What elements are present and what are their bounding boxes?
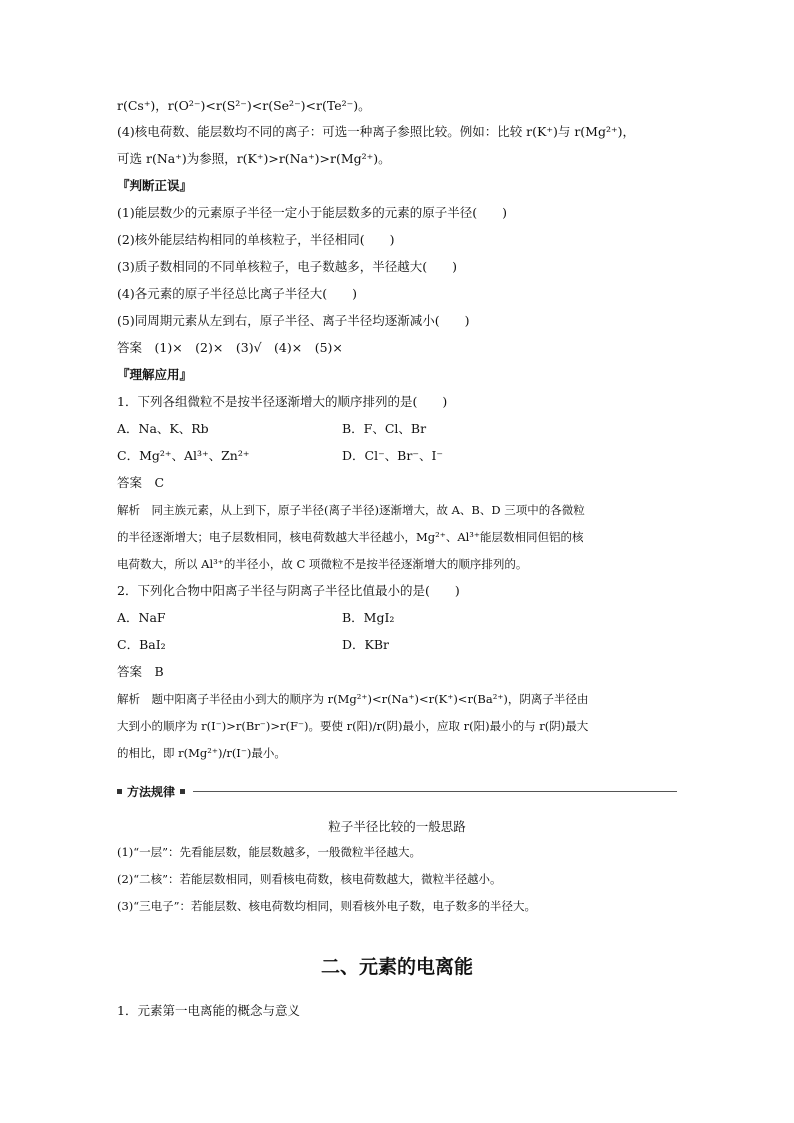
explanation-line: 解析 同主族元素，从上到下，原子半径(离子半径)逐渐增大，故 A、B、D 三项中的各微粒 <box>117 503 585 517</box>
option-c: C．Mg²⁺、Al³⁺、Zn²⁺ <box>117 448 250 463</box>
method-title: 粒子半径比较的一般思路 <box>328 819 466 834</box>
judge-item: (2)核外能层结构相同的单核粒子，半径相同( ) <box>117 232 395 247</box>
subsection-heading: 1．元素第一电离能的概念与意义 <box>117 1003 300 1018</box>
text-line: (4)核电荷数、能层数均不同的离子：可选一种离子参照比较。例如：比较 r(K⁺)与 r(Mg²⁺)， <box>117 124 635 139</box>
judge-item: (5)同周期元素从左到右，原子半径、离子半径均逐渐减小( ) <box>117 313 470 328</box>
option-b: B．F、Cl、Br <box>342 421 427 436</box>
answer: 答案 B <box>117 664 164 679</box>
method-item: (1)“一层”：先看能层数，能层数越多，一般微粒半径越大。 <box>117 845 422 859</box>
method-label-text: 方法规律 <box>127 785 176 799</box>
option-c: C．BaI₂ <box>117 637 166 652</box>
explanation-line: 大到小的顺序为 r(I⁻)>r(Br⁻)>r(F⁻)。要使 r(阳)/r(阴)最小，应取 r(阳)最小的与 r(阴)最大 <box>117 719 589 733</box>
explanation-line: 的相比，即 r(Mg²⁺)/r(I⁻)最小。 <box>117 746 286 760</box>
question-stem: 1．下列各组微粒不是按半径逐渐增大的顺序排列的是( ) <box>117 394 448 409</box>
answer: 答案 C <box>117 475 165 490</box>
option-d: D．KBr <box>342 637 390 652</box>
option-a: A．NaF <box>117 610 166 625</box>
square-bullet-icon <box>117 789 122 794</box>
text-line: r(Cs⁺)，r(O²⁻)<r(S²⁻)<r(Se²⁻)<r(Te²⁻)。 <box>117 98 371 113</box>
explanation-line: 电荷数大，所以 Al³⁺的半径小，故 C 项微粒不是按半径逐渐增大的顺序排列的。 <box>117 557 528 571</box>
judge-heading: 『判断正误』 <box>117 178 193 193</box>
explanation-line: 解析 题中阳离子半径由小到大的顺序为 r(Mg²⁺)<r(Na⁺)<r(K⁺)<r(Ba²⁺)，阴离子半径由 <box>117 692 589 706</box>
judge-item: (4)各元素的原子半径总比离子半径大( ) <box>117 286 357 301</box>
option-b: B．MgI₂ <box>342 610 395 625</box>
square-bullet-icon <box>180 789 185 794</box>
option-d: D．Cl⁻、Br⁻、I⁻ <box>342 448 443 463</box>
judge-item: (1)能层数少的元素原子半径一定小于能层数多的元素的原子半径( ) <box>117 205 507 220</box>
question-stem: 2．下列化合物中阳离子半径与阴离子半径比值最小的是( ) <box>117 583 460 598</box>
explanation-line: 的半径逐渐增大；电子层数相同，核电荷数越大半径越小，Mg²⁺、Al³⁺能层数相同但铝的核 <box>117 530 584 544</box>
apply-heading: 『理解应用』 <box>117 367 193 382</box>
section-title: 二、元素的电离能 <box>320 956 473 978</box>
method-item: (3)“三电子”：若能层数、核电荷数均相同，则看核外电子数，电子数多的半径大。 <box>117 899 537 913</box>
method-item: (2)“二核”：若能层数相同，则看核电荷数，核电荷数越大，微粒半径越小。 <box>117 872 502 886</box>
option-a: A．Na、K、Rb <box>117 421 209 436</box>
judge-answer: 答案 (1)× (2)× (3)√ (4)× (5)× <box>117 340 343 355</box>
judge-item: (3)质子数相同的不同单核粒子，电子数越多，半径越大( ) <box>117 259 457 274</box>
divider <box>193 791 677 792</box>
text-line: 可选 r(Na⁺)为参照，r(K⁺)>r(Na⁺)>r(Mg²⁺)。 <box>117 151 391 166</box>
method-label <box>117 783 185 800</box>
